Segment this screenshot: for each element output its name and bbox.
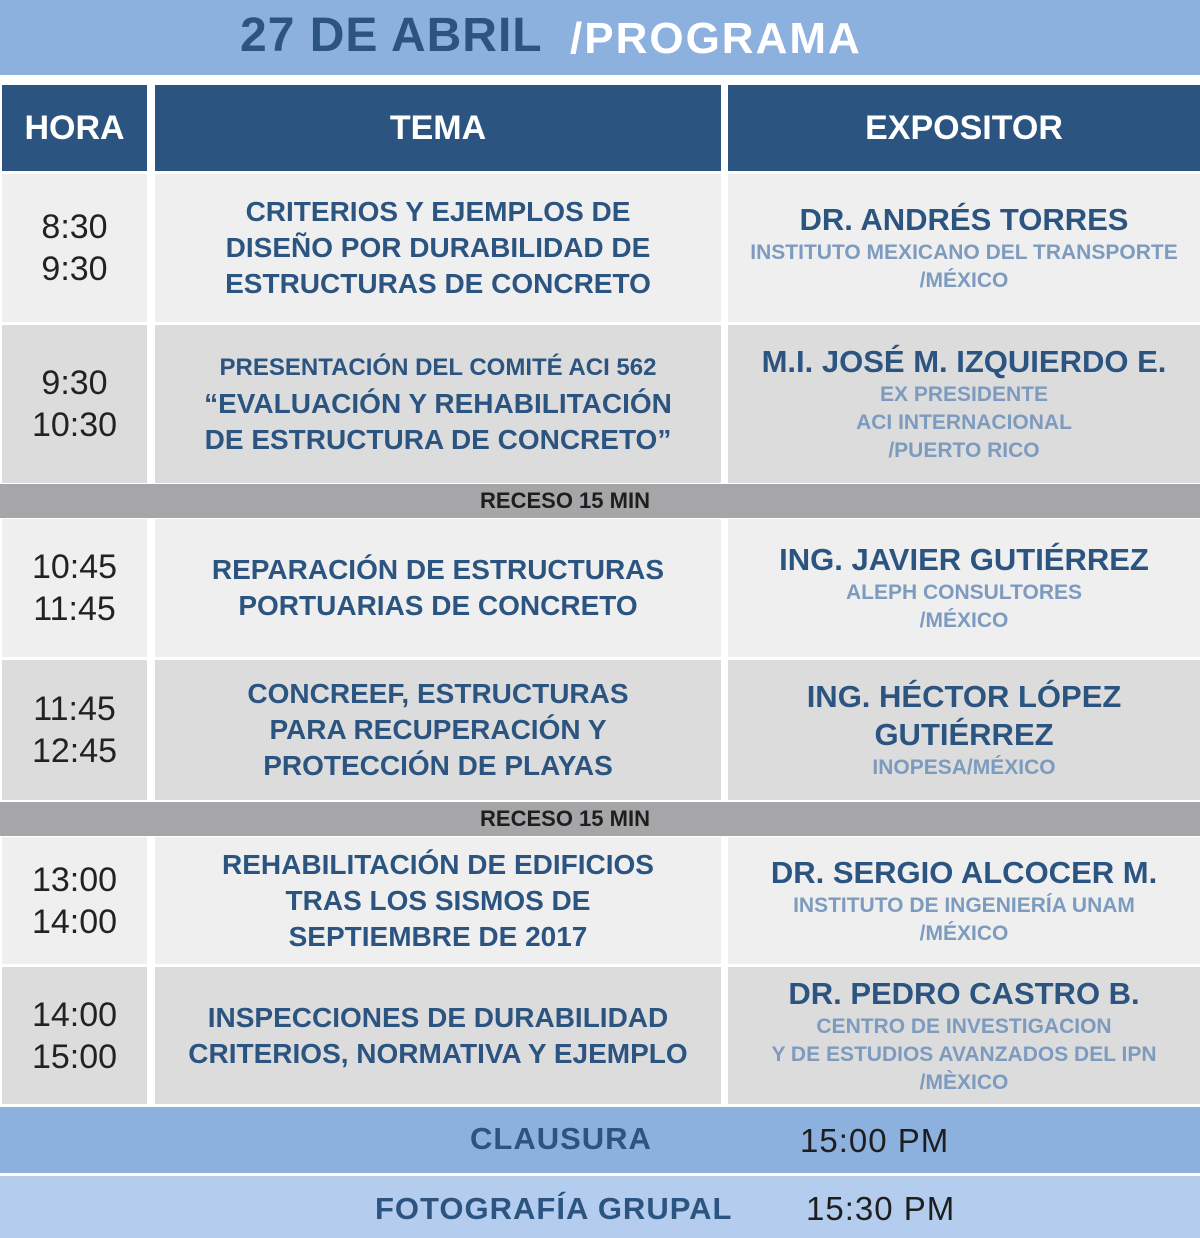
time-start: 9:30 (41, 364, 108, 402)
speaker-name: DR. PEDRO CASTRO B. (788, 975, 1140, 1011)
session-topic (155, 519, 721, 657)
session-topic (155, 325, 721, 483)
session-speaker (728, 967, 1200, 1104)
photo-row (0, 1176, 1200, 1238)
time-end: 12:45 (31, 732, 118, 770)
title-date: 27 DE ABRIL (240, 9, 543, 62)
speaker-name: GUTIÉRREZ (874, 717, 1054, 752)
time-end: 11:45 (33, 590, 116, 628)
time-end: 9:30 (41, 250, 108, 288)
session-time (2, 174, 147, 322)
speaker-affiliation: /PUERTO RICO (888, 439, 1040, 462)
session-topic (155, 837, 721, 964)
closing-label: CLAUSURA (470, 1121, 652, 1156)
time-end: 10:30 (31, 406, 118, 444)
photo-label: FOTOGRAFÍA GRUPAL (375, 1191, 733, 1226)
topic-line: SEPTIEMBRE DE 2017 (288, 920, 588, 952)
speaker-affiliation: Y DE ESTUDIOS AVANZADOS DEL IPN (771, 1042, 1157, 1066)
topic-line: CRITERIOS, NORMATIVA Y EJEMPLO (188, 1037, 688, 1069)
topic-line: TRAS LOS SISMOS DE (285, 884, 591, 916)
break-row (0, 802, 1200, 836)
speaker-affiliation: /MÉXICO (919, 609, 1009, 632)
topic-line: PRESENTACIÓN DEL COMITÉ ACI 562 (219, 354, 657, 381)
break-label: RECESO 15 MIN (480, 806, 650, 831)
time-start: 10:45 (31, 548, 118, 586)
header-expositor: EXPOSITOR (728, 85, 1200, 171)
speaker-affiliation: INSTITUTO MEXICANO DEL TRANSPORTE (750, 241, 1178, 264)
topic-line: REPARACIÓN DE ESTRUCTURAS (211, 554, 665, 585)
header-tema: TEMA (155, 85, 721, 171)
topic-line: “EVALUACIÓN Y REHABILITACIÓN (204, 388, 672, 419)
title-program: /PROGRAMA (570, 14, 862, 63)
speaker-affiliation: INSTITUTO DE INGENIERÍA UNAM (793, 893, 1135, 917)
session-time (2, 519, 147, 657)
speaker-affiliation: EX PRESIDENTE (879, 383, 1049, 406)
speaker-name: ING. JAVIER GUTIÉRREZ (779, 542, 1149, 577)
speaker-affiliation: ACI INTERNACIONAL (856, 411, 1072, 434)
speaker-affiliation: /MÉXICO (919, 269, 1009, 292)
session-speaker (728, 660, 1200, 800)
topic-line: CONCREEF, ESTRUCTURAS (247, 678, 629, 709)
topic-line: ESTRUCTURAS DE CONCRETO (225, 268, 651, 299)
speaker-name: ING. HÉCTOR LÓPEZ (806, 679, 1122, 714)
time-start: 11:45 (33, 690, 116, 728)
speaker-name: M.I. JOSÉ M. IZQUIERDO E. (761, 344, 1167, 379)
speaker-name: DR. ANDRÉS TORRES (799, 202, 1129, 237)
session-speaker (728, 325, 1200, 483)
topic-line: DISEÑO POR DURABILIDAD DE (225, 232, 651, 263)
speaker-affiliation: /MÉXICO (919, 921, 1009, 945)
break-label: RECESO 15 MIN (480, 488, 650, 513)
topic-line: DE ESTRUCTURA DE CONCRETO” (204, 424, 672, 455)
time-start: 8:30 (41, 208, 108, 246)
topic-line: PARA RECUPERACIÓN Y (269, 714, 607, 745)
time-start: 14:00 (31, 995, 118, 1034)
closing-row (0, 1107, 1200, 1173)
topic-line: PORTUARIAS DE CONCRETO (238, 590, 638, 621)
session-topic (155, 967, 721, 1104)
speaker-affiliation: /MÈXICO (919, 1070, 1009, 1094)
break-row (0, 484, 1200, 518)
topic-line: INSPECCIONES DE DURABILIDAD (207, 1001, 669, 1033)
topic-line: REHABILITACIÓN DE EDIFICIOS (222, 848, 654, 880)
speaker-name: DR. SERGIO ALCOCER M. (770, 854, 1158, 890)
session-topic (155, 660, 721, 800)
session-time (2, 967, 147, 1104)
time-end: 15:00 (31, 1037, 118, 1076)
topic-line: PROTECCIÓN DE PLAYAS (263, 750, 613, 781)
photo-time: 15:30 PM (806, 1190, 956, 1227)
session-speaker (728, 837, 1200, 964)
session-topic (155, 174, 721, 322)
topic-line: CRITERIOS Y EJEMPLOS DE (245, 196, 631, 227)
session-time (2, 660, 147, 800)
closing-time: 15:00 PM (800, 1122, 950, 1159)
title-bar (0, 0, 1200, 75)
session-speaker (728, 174, 1200, 322)
time-end: 14:00 (31, 902, 118, 941)
speaker-affiliation: INOPESA/MÉXICO (872, 756, 1056, 779)
session-time (2, 325, 147, 483)
speaker-affiliation: ALEPH CONSULTORES (845, 581, 1083, 604)
speaker-affiliation: CENTRO DE INVESTIGACION (816, 1014, 1112, 1038)
time-start: 13:00 (31, 860, 118, 899)
session-speaker (728, 519, 1200, 657)
header-hora: HORA (2, 85, 147, 171)
session-time (2, 837, 147, 964)
